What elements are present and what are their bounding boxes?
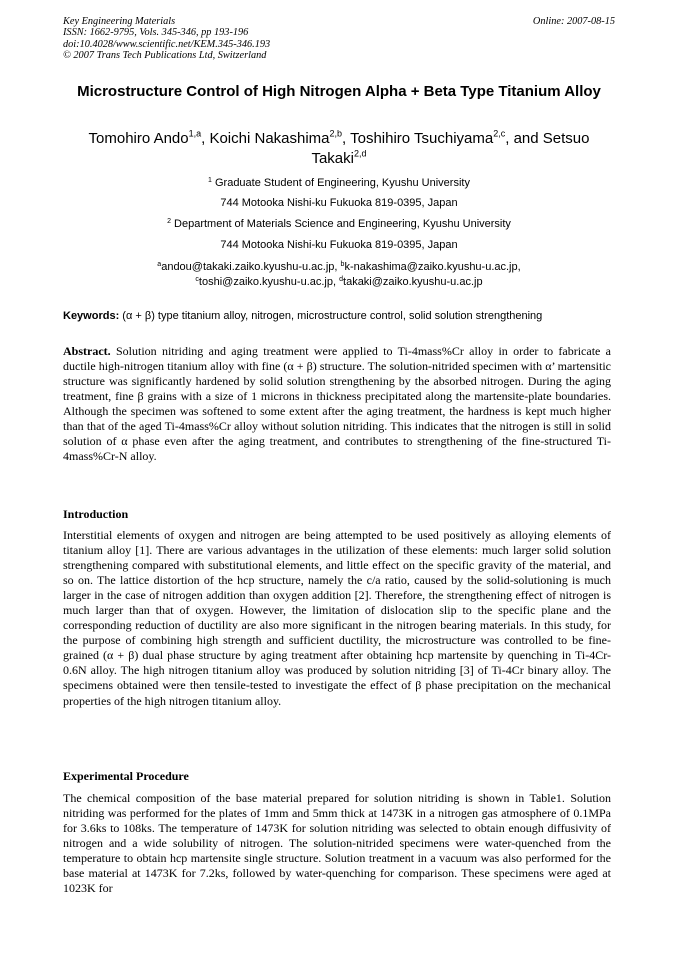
keywords [63, 309, 615, 323]
affiliation-name: Graduate Student of Engineering, Kyushu University [211, 177, 470, 189]
introduction-body: Interstitial elements of oxygen and nitrogen are being attempted to be used positively as alloying elements of titanium alloy [1]. There are various advantages in the utilization of these elements: much larger solid solution strengthening compared with substitutional elements, and little effect on the specific gravity of the material, and so on. The lattice distortion of the hcp structure, namely the c/a ratio, caused by the solid-solutioning is much larger in the case of nitrogen addition than oxygen addition [2]. Therefore, the strengthening effect of nitrogen is much larger than that of oxygen. However, the limitation of dislocation slip to the specific plane and the corresponding reduction of ductility are also more significant in the nitrogen bearing materials. In this study, for the purpose of combining high strength and sufficient ductility, the microstructure was controlled to be fine-grained (α + β) dual phase structure by aging treatment after obtaining hcp martensite by quenching in Ti-4Cr-0.6N alloy. The high nitrogen titanium alloy was produced by solution nitriding [3] of Ti-4Cr binary alloy. The specimens obtained were then tensile-tested to investigate the effect of β phase precipitation on the mechanical properties of the high nitrogen titanium alloy. [63, 528, 611, 708]
email-marker: a [157, 260, 162, 268]
abstract [63, 344, 611, 464]
author-name: , Toshihiro Tsuchiyama [342, 130, 494, 147]
copyright-line: © 2007 Trans Tech Publications Ltd, Switzerland [63, 49, 267, 61]
abstract-text: Solution nitriding and aging treatment were applied to Ti-4mass%Cr alloy in order to fabricate a ductile high-nitrogen titanium alloy with fine (α + β) structure. The solution-nitrided specimen with α’ martensitic structure was significantly hardened by solid solution strengthening by the absorbed nitrogen. During the aging treatment, fine β grains with a size of 1 microns in thickness precipitated along the martensite-plate boundaries. Although the specimen was softened to some extent after the aging treatment, the hardness is kept much higher than that of the aged Ti-4mass%Cr alloy without solution nitriding. This indicates that the nitrogen is still in solid solution of α phase even after the aging treatment, and contributes to strengthening of the fine-structured Ti-4mass%Cr-N alloy. [63, 344, 611, 464]
email-address: toshi@zaiko.kyushu-u.ac.jp, [198, 276, 340, 288]
affiliation-1-address: 744 Motooka Nishi-ku Fukuoka 819-0395, Japan [220, 197, 458, 209]
author-superscript: 2,b [329, 128, 343, 139]
affiliation-marker: 2 [167, 217, 171, 225]
email-address: k-nakashima@zaiko.kyushu-u.ac.jp, [344, 261, 521, 273]
keywords-label: Keywords: [63, 310, 120, 322]
abstract-label: Abstract. [63, 344, 111, 358]
author-superscript: 1,a [188, 128, 202, 139]
paper-title: Microstructure Control of High Nitrogen Alpha + Beta Type Titanium Alloy [77, 83, 601, 100]
section-heading-experimental: Experimental Procedure [63, 769, 189, 783]
experimental-body: The chemical composition of the base material prepared for solution nitriding is shown in Table1. Solution nitriding was performed for the plates of 1mm and 5mm thick at 1473K in a nitrogen gas atmosphere of 0.1MPa for 3.6ks to 108ks. The temperature of 1473K for solution nitriding was selected to obtain enough diffusivity of nitrogen and a wide solubility of nitrogen. The solution-nitrided specimens were water-quenched from the temperature to obtain hcp martensite single structure. Solution treatment in a vacuum was also performed for the base material at 1473K for 7.2ks, followed by water-quenching for comparison. These specimens were aged at 1023K for [63, 791, 611, 896]
email-address: andou@takaki.zaiko.kyushu-u.ac.jp, [161, 261, 341, 273]
author-name: Tomohiro Ando [88, 130, 189, 147]
affiliation-2 [63, 217, 615, 231]
affiliation-name: Department of Materials Science and Engineering, Kyushu University [170, 218, 511, 230]
issn-line: ISSN: 1662-9795, Vols. 345-346, pp 193-196 [63, 27, 249, 39]
email-line-2 [63, 275, 615, 289]
email-marker: d [339, 275, 344, 283]
doi-line: doi:10.4028/www.scientific.net/KEM.345-346.193 [63, 38, 271, 50]
author-name: , and Setsuo Takaki [311, 130, 590, 167]
affiliation-marker: 1 [208, 176, 212, 184]
email-marker: c [195, 275, 199, 283]
affiliation-1 [63, 176, 615, 190]
journal-name: Key Engineering Materials [63, 16, 176, 27]
email-line-1 [63, 260, 615, 274]
affiliation-2-address: 744 Motooka Nishi-ku Fukuoka 819-0395, Japan [220, 239, 458, 251]
author-superscript: 2,d [354, 148, 367, 159]
online-date: Online: 2007-08-15 [532, 16, 615, 27]
author-name: , Koichi Nakashima [201, 130, 330, 147]
author-superscript: 2,c [493, 128, 506, 139]
email-marker: b [340, 260, 345, 268]
keywords-text: (α + β) type titanium alloy, nitrogen, microstructure control, solid solution strengthening [119, 310, 543, 322]
header-left [63, 16, 270, 61]
section-heading-introduction: Introduction [63, 507, 129, 521]
email-address: takaki@zaiko.kyushu-u.ac.jp [343, 276, 483, 288]
author-list [63, 129, 615, 169]
